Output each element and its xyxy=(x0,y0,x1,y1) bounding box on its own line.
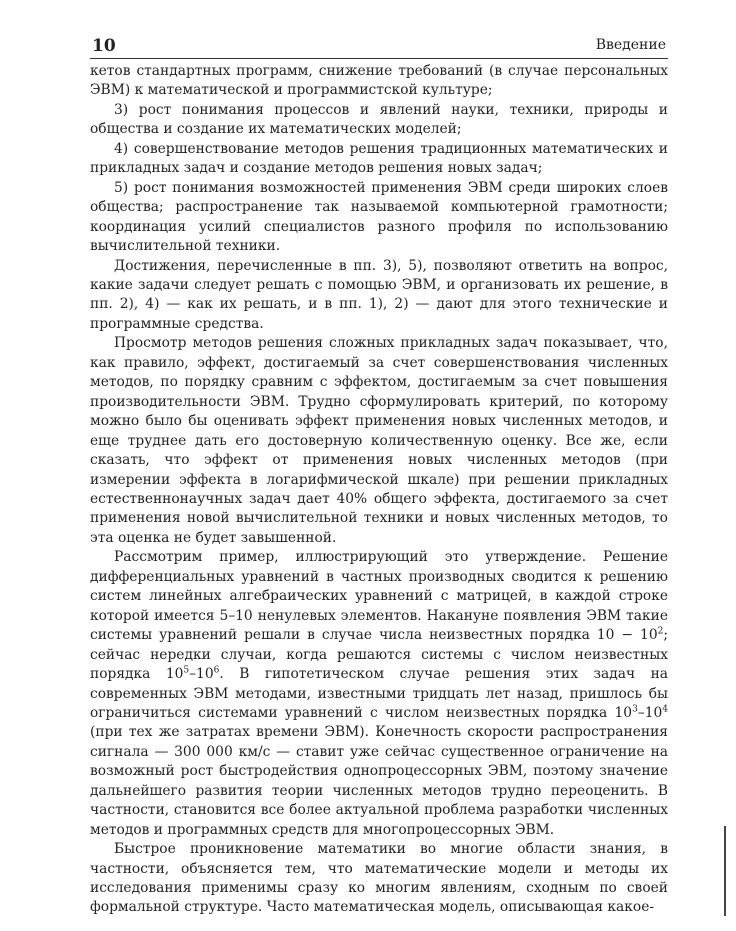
paragraph: 4) совершенствование методов решения традиционных математических и прикладных задач и создание методов решения новых задач; xyxy=(90,140,668,177)
running-head: Введение xyxy=(595,37,666,53)
paragraph: 3) рост понимания процессов и явлений науки, техники, природы и общества и создание их математических моделей; xyxy=(90,101,668,138)
paragraph: 5) рост понимания возможностей применения ЭВМ среди широких слоев общества; распространение так называемой компьютерной грамотности; координация усилий специалистов разного профиля по использованию вычислительной техники. xyxy=(90,179,668,255)
paragraph: кетов стандартных программ, снижение требований (в случае персональных ЭВМ) к математической и программистской культуре; xyxy=(90,63,668,99)
scan-edge-mark xyxy=(724,826,726,916)
body-text xyxy=(90,62,668,918)
paragraph: Просмотр методов решения сложных прикладных задач показывает, что, как правило, эффект, достигаемый за счет совершенствования численных методов, по порядку сравним с эффектом, достигаемым за счет повышения производительности ЭВМ. Трудно сформулировать критерий, по которому можно было бы оценивать эффект применения новых численных методов, и еще труднее дать его достоверную количественную оценку. Все же, если сказать, что эффект от применения новых численных методов (при измерении эффекта в логарифмической шкале) при решении прикладных естественнонаучных задач дает 40% общего эффекта, достигаемого за счет применения новой вычислительной техники и новых численных методов, то эта оценка не будет завышенной. xyxy=(90,335,668,546)
paragraph: Быстрое проникновение математики во многие области знания, в частности, объясняется тем, что математические модели и методы их исследования применимы сразу ко многим явлениям, сходным по своей формальной структуре. Часто математическая модель, описывающая какое- xyxy=(90,841,668,916)
page-number: 10 xyxy=(92,36,116,56)
header-rule xyxy=(90,58,668,59)
paragraph: Рассмотрим пример, иллюстрирующий это утверждение. Решение дифференциальных уравнений в частных производных сводится к решению систем линейных алгебраических уравнений с матрицей, в каждой строке которой имеется 5–10 ненулевых элементов. Накануне появления ЭВМ такие системы уравнений решали в случае числа неизвестных порядка $10 - 10^2$; сейчас нередки случаи, когда решаются системы с числом неизвестных порядка $10^5-10^6$. В гипотетическом случае решения этих задач на современных ЭВМ методами, известными тридцать лет назад, пришлось бы ограничиться системами уравнений с числом неизвестных порядка $10^3-10^4$ (при тех же затратах времени ЭВМ). Конечность скорости распространения сигнала — 300 000 км/с — ставит уже сейчас существенное ограничение на возможный рост быстродействия однопроцессорных ЭВМ, поэтому значение дальнейшего развития теории численных методов трудно переоценить. В частности, становится все более актуальной проблема разработки численных методов и программных средств для многопроцессорных ЭВМ. xyxy=(90,549,668,838)
paragraph: Достижения, перечисленные в пп. 3), 5), позволяют ответить на вопрос, какие задачи следует решать с помощью ЭВМ, и организовать их решение, в пп. 2), 4) — как их решать, и в пп. 1), 2) — дают для этого технические и программные средства. xyxy=(90,257,668,332)
